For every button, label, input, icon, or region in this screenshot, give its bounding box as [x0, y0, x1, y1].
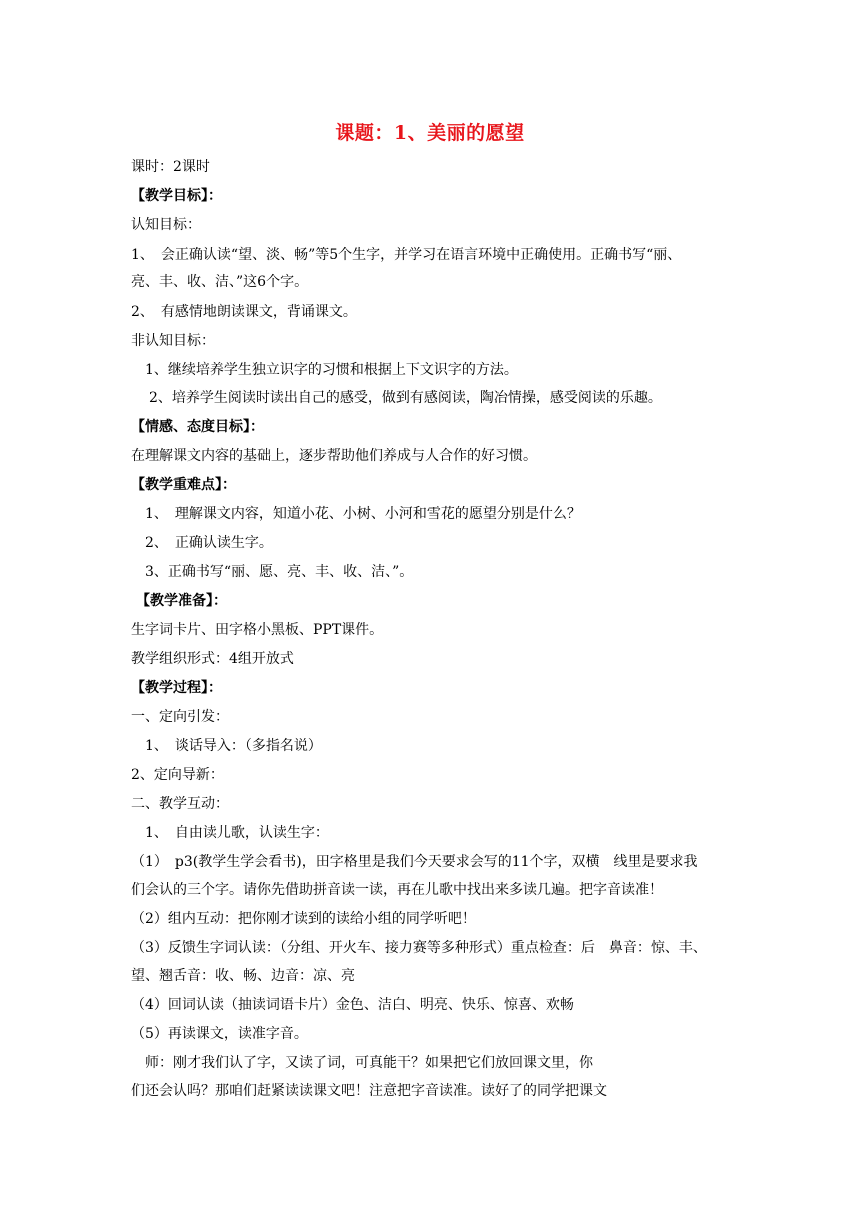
substep-3: （3）反馈生字词认读：（分组、开火车、接力赛等多种形式）重点检查：后 鼻音：惊、丰、 — [131, 940, 707, 956]
preparation-materials: 生字词卡片、田字格小黑板、PPT课件。 — [131, 622, 384, 638]
substep-2: （2）组内互动：把你刚才读到的读给小组的同学听吧！ — [131, 911, 476, 927]
process-step-talk-intro: 1、 谈话导入：（多指名说） — [145, 738, 322, 754]
heading-teaching-goals: 【教学目标】： — [131, 188, 222, 204]
substep-1: （1） p3(教学生学会看书)，田字格里是我们今天要求会写的11个字，双横 线里是要求我 — [131, 854, 698, 870]
cognitive-goal-1-cont: 亮、丰、收、洁、”这6个字。 — [131, 274, 309, 290]
key-point-1: 1、 理解课文内容，知道小花、小树、小河和雪花的愿望分别是什么？ — [145, 506, 581, 522]
cognitive-goals-label: 认知目标： — [131, 217, 201, 233]
heading-key-points: 【教学重难点】： — [131, 477, 236, 493]
cognitive-goal-2: 2、 有感情地朗读课文，背诵课文。 — [131, 304, 357, 320]
process-step-read-song: 1、 自由读儿歌，认读生字： — [145, 825, 329, 841]
emotion-goal: 在理解课文内容的基础上，逐步帮助他们养成与人合作的好习惯。 — [131, 448, 537, 464]
class-hours: 课时：2课时 — [131, 159, 210, 175]
heading-preparation: 【教学准备】： — [136, 593, 227, 609]
noncognitive-goal-1: 1、继续培养学生独立识字的习惯和根据上下文识字的方法。 — [145, 362, 518, 378]
heading-emotion-goals: 【情感、态度目标】： — [131, 419, 264, 435]
cognitive-goal-1: 1、 会正确认读“望、淡、畅”等5个生字，并学习在语言环境中正确使用。正确书写“丽、 — [131, 247, 682, 263]
key-point-3: 3、正确书写“丽、愿、亮、丰、收、洁、”。 — [145, 564, 414, 580]
noncognitive-goals-label: 非认知目标： — [131, 333, 215, 349]
page-title: 课题：1、美丽的愿望 — [335, 122, 525, 144]
teacher-remark: 师：刚才我们认了字，又读了词，可真能干？如果把它们放回课文里，你 — [145, 1055, 593, 1071]
substep-4: （4）回词认读（抽读词语卡片）金色、洁白、明亮、快乐、惊喜、欢畅 — [131, 997, 574, 1013]
organization-form: 教学组织形式：4组开放式 — [131, 651, 294, 667]
process-part-1: 一、定向引发： — [131, 709, 229, 725]
substep-5: （5）再读课文，读准字音。 — [131, 1026, 308, 1042]
key-point-2: 2、 正确认读生字。 — [145, 535, 273, 551]
noncognitive-goal-2: 2、培养学生阅读时读出自己的感受，做到有感阅读，陶冶情操，感受阅读的乐趣。 — [149, 390, 662, 406]
teacher-remark-cont: 们还会认吗？那咱们赶紧读读课文吧！注意把字音读准。读好了的同学把课文 — [131, 1083, 607, 1099]
substep-3-cont: 望、翘舌音：收、畅、边音：凉、亮 — [131, 968, 355, 984]
heading-teaching-process: 【教学过程】： — [131, 680, 222, 696]
substep-1-cont: 们会认的三个字。请你先借助拼音读一读，再在儿歌中找出来多读几遍。把字音读准！ — [131, 882, 663, 898]
process-step-new-lesson: 2、定向导新： — [131, 767, 224, 783]
process-part-2: 二、教学互动： — [131, 796, 229, 812]
